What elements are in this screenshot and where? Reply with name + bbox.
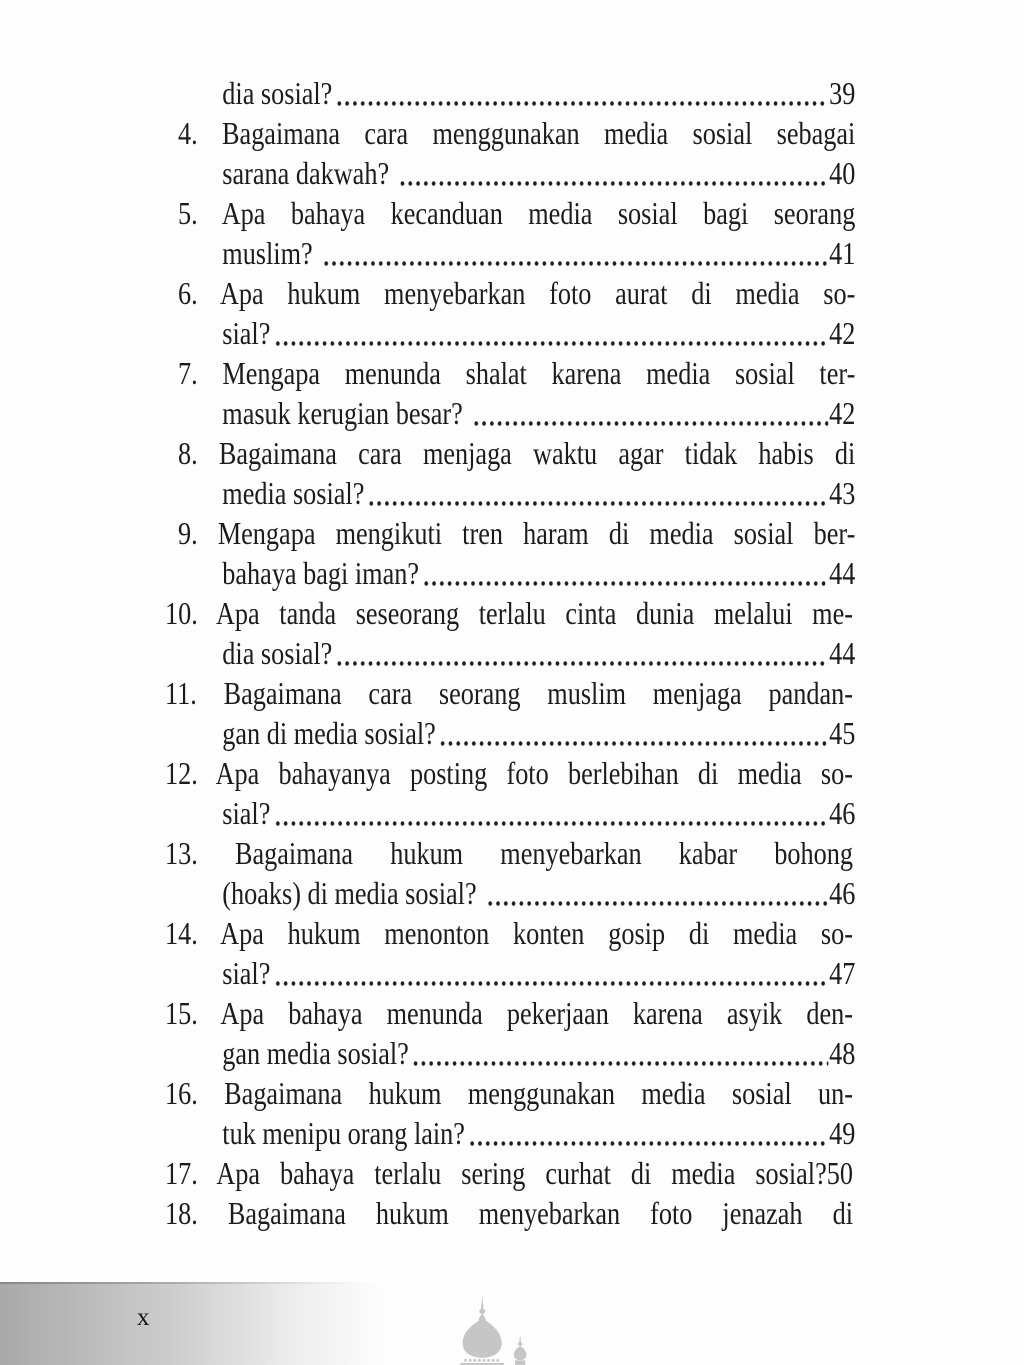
toc-page-number: 42 xyxy=(829,315,856,351)
toc-page-number: 42 xyxy=(829,395,856,431)
toc-page-number: 43 xyxy=(829,475,856,511)
toc-page-number: 46 xyxy=(829,875,856,911)
mosque-silhouette-icon xyxy=(450,1296,542,1365)
toc-entry-text: sarana dakwah? xyxy=(222,155,396,191)
toc-entry-text: (hoaks) di media sosial? xyxy=(222,875,484,911)
toc-line xyxy=(178,713,855,753)
toc-line xyxy=(178,1113,855,1153)
dot-leader xyxy=(272,313,828,353)
dot-leader xyxy=(471,393,828,433)
toc-entry-text: 11. Bagaimana cara seorang muslim menjaga pandan- xyxy=(165,675,853,711)
toc-entry-text: 6. Apa hukum menyebarkan foto aurat di media so- xyxy=(178,275,856,311)
dot-leader xyxy=(334,73,828,113)
toc-line xyxy=(178,953,855,993)
dot-leader xyxy=(421,553,829,593)
page-number: x xyxy=(137,1304,150,1331)
toc-entry-text: bahaya bagi iman? xyxy=(222,555,419,591)
toc-entry-text: sial? xyxy=(222,955,271,991)
dot-leader xyxy=(334,633,828,673)
toc-entry-text: 16. Bagaimana hukum menggunakan media sosial un- xyxy=(165,1075,853,1111)
toc-line xyxy=(178,553,855,593)
toc-line xyxy=(178,1033,855,1073)
toc-line xyxy=(165,593,853,633)
toc-entry-text: 8. Bagaimana cara menjaga waktu agar tidak habis di xyxy=(178,435,856,471)
toc-line xyxy=(178,153,855,193)
toc-line xyxy=(178,633,855,673)
toc-entry-text: 7. Mengapa menunda shalat karena media sosial ter- xyxy=(178,355,856,391)
toc-entry-text: masuk kerugian besar? xyxy=(222,395,470,431)
dot-leader xyxy=(272,793,828,833)
toc-entry-text: 15. Apa bahaya menunda pekerjaan karena asyik den- xyxy=(165,995,853,1031)
dot-leader xyxy=(467,1113,829,1153)
toc-line xyxy=(178,313,855,353)
toc-line xyxy=(165,1153,853,1193)
dot-leader xyxy=(485,873,828,913)
toc-page-number: 46 xyxy=(829,795,856,831)
toc-entry-text: gan media sosial? xyxy=(222,1035,409,1071)
toc-entry-text: media sosial? xyxy=(222,475,365,511)
toc-entry-text: 18. Bagaimana hukum menyebarkan foto jenazah di xyxy=(165,1195,853,1231)
toc-entry-text: 17. Apa bahaya terlalu sering curhat di media sosial? xyxy=(165,1155,827,1191)
toc-entry-text: dia sosial? xyxy=(222,75,333,111)
toc-line xyxy=(178,273,855,313)
toc-line xyxy=(165,993,853,1033)
toc-page-number: 44 xyxy=(829,635,856,671)
toc-entry-text: sial? xyxy=(222,315,271,351)
toc-entry-text: 13. Bagaimana hukum menyebarkan kabar bohong xyxy=(165,835,853,871)
toc-entry-text: gan di media sosial? xyxy=(222,715,436,751)
toc-entry-text: 9. Mengapa mengikuti tren haram di media sosial ber- xyxy=(178,515,856,551)
toc-line xyxy=(165,673,853,713)
toc-page-number: 50 xyxy=(826,1155,853,1191)
toc-entry-text: sial? xyxy=(222,795,271,831)
toc-entry-text: tuk menipu orang lain? xyxy=(222,1115,465,1151)
toc-line xyxy=(178,233,855,273)
toc-line xyxy=(178,113,855,153)
toc-line xyxy=(178,353,855,393)
toc-entry-text: dia sosial? xyxy=(222,635,333,671)
toc-entry-text: 10. Apa tanda seseorang terlalu cinta dunia melalui me- xyxy=(165,595,853,631)
toc-page-number: 44 xyxy=(829,555,856,591)
toc-line xyxy=(178,73,855,113)
toc-line xyxy=(178,793,855,833)
toc-line xyxy=(165,833,853,873)
toc-line xyxy=(178,393,855,433)
toc-page-number: 47 xyxy=(829,955,856,991)
dot-leader xyxy=(366,473,828,513)
dot-leader xyxy=(410,1033,828,1073)
toc-line xyxy=(178,473,855,513)
toc-page-number: 45 xyxy=(829,715,856,751)
toc-entry-text: muslim? xyxy=(222,235,320,271)
dot-leader xyxy=(321,233,828,273)
toc-line xyxy=(165,1193,853,1233)
toc-page-number: 49 xyxy=(829,1115,856,1151)
toc-line xyxy=(178,873,855,913)
toc-entry-text: 4. Bagaimana cara menggunakan media sosial sebagai xyxy=(178,115,856,151)
footer-gradient-band xyxy=(0,1282,392,1365)
toc-entry-text: 5. Apa bahaya kecanduan media sosial bagi seorang xyxy=(178,195,856,231)
dot-leader xyxy=(437,713,828,753)
dot-leader xyxy=(272,953,828,993)
toc-page-number: 39 xyxy=(829,75,856,111)
toc-line xyxy=(178,433,855,473)
toc-entry-text: 14. Apa hukum menonton konten gosip di media so- xyxy=(165,915,853,951)
dot-leader xyxy=(397,153,828,193)
toc-entry-text: 12. Apa bahayanya posting foto berlebihan di media so- xyxy=(165,755,853,791)
toc-page-number: 48 xyxy=(829,1035,856,1071)
toc-line xyxy=(165,913,853,953)
toc-line xyxy=(165,753,853,793)
table-of-contents xyxy=(165,73,856,1233)
toc-page-number: 40 xyxy=(829,155,856,191)
toc-line xyxy=(178,193,855,233)
toc-line xyxy=(178,513,855,553)
toc-page-number: 41 xyxy=(829,235,856,271)
toc-line xyxy=(165,1073,853,1113)
